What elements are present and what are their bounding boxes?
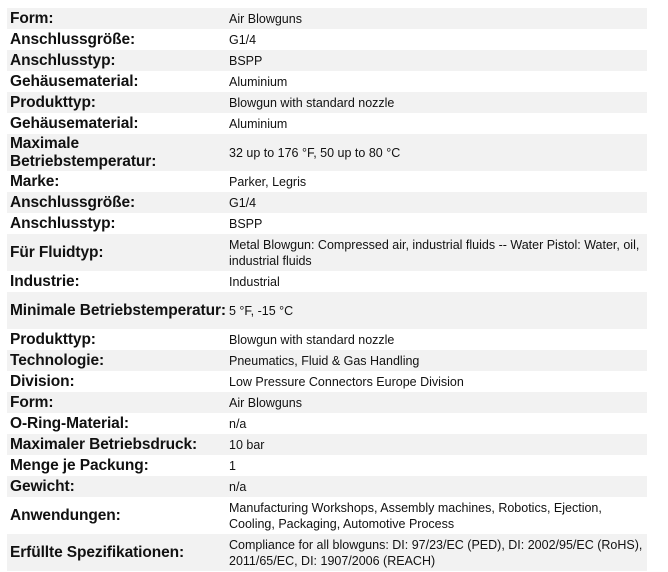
- spec-label: Anschlussgröße:: [7, 29, 227, 50]
- spec-label: Anschlussgröße:: [7, 192, 227, 213]
- spec-value: n/a: [227, 413, 647, 434]
- spec-row-fluidtyp: [7, 234, 647, 271]
- spec-label: Anwendungen:: [7, 497, 227, 534]
- spec-row-anwendungen: [7, 497, 647, 534]
- spec-row-produkttyp: [7, 92, 647, 113]
- spec-value: Industrial: [227, 271, 647, 292]
- spec-row-anschlusstyp: [7, 50, 647, 71]
- spec-label: Form:: [7, 8, 227, 29]
- spec-value: Air Blowguns: [227, 392, 647, 413]
- spec-label: Menge je Packung:: [7, 455, 227, 476]
- spec-label: Minimale Betriebstemperatur:: [7, 292, 227, 329]
- spec-value: Compliance for all blowguns: DI: 97/23/EC (PED), DI: 2002/95/EC (RoHS), 2011/65/EC, DI: 1907/2006 (REACH): [227, 534, 647, 571]
- specifications-table: [7, 8, 647, 571]
- spec-row-gehaeusematerial: [7, 71, 647, 92]
- spec-value: BSPP: [227, 213, 647, 234]
- spec-row-spezifikationen: [7, 534, 647, 571]
- spec-value: Manufacturing Workshops, Assembly machines, Robotics, Ejection, Cooling, Packaging, Automotive Process: [227, 497, 647, 534]
- spec-value: Aluminium: [227, 113, 647, 134]
- spec-label: Division:: [7, 371, 227, 392]
- spec-row-form-2: [7, 392, 647, 413]
- spec-value: G1/4: [227, 29, 647, 50]
- spec-value: Low Pressure Connectors Europe Division: [227, 371, 647, 392]
- spec-row-anschlussgroesse-2: [7, 192, 647, 213]
- spec-label: Marke:: [7, 171, 227, 192]
- spec-value: 32 up to 176 °F, 50 up to 80 °C: [227, 134, 647, 171]
- spec-label: Anschlusstyp:: [7, 50, 227, 71]
- spec-value: Pneumatics, Fluid & Gas Handling: [227, 350, 647, 371]
- spec-value: Parker, Legris: [227, 171, 647, 192]
- spec-label: Maximale Betriebstemperatur:: [7, 134, 227, 171]
- spec-label: Maximaler Betriebsdruck:: [7, 434, 227, 455]
- spec-row-division: [7, 371, 647, 392]
- spec-row-anschlusstyp-2: [7, 213, 647, 234]
- spec-row-gehaeusematerial-2: [7, 113, 647, 134]
- specifications-body: [7, 8, 647, 571]
- spec-row-industrie: [7, 271, 647, 292]
- spec-row-form: [7, 8, 647, 29]
- spec-row-max-temperature: [7, 134, 647, 171]
- spec-value: Blowgun with standard nozzle: [227, 92, 647, 113]
- spec-value: Blowgun with standard nozzle: [227, 329, 647, 350]
- spec-value: n/a: [227, 476, 647, 497]
- spec-label: Gehäusematerial:: [7, 113, 227, 134]
- spec-value: Air Blowguns: [227, 8, 647, 29]
- spec-label: Anschlusstyp:: [7, 213, 227, 234]
- spec-label: Für Fluidtyp:: [7, 234, 227, 271]
- spec-row-min-temperature: [7, 292, 647, 329]
- spec-row-gewicht: [7, 476, 647, 497]
- spec-label: Gehäusematerial:: [7, 71, 227, 92]
- spec-row-marke: [7, 171, 647, 192]
- spec-value: 1: [227, 455, 647, 476]
- spec-row-technologie: [7, 350, 647, 371]
- spec-value: BSPP: [227, 50, 647, 71]
- spec-label: O-Ring-Material:: [7, 413, 227, 434]
- spec-row-o-ring-material: [7, 413, 647, 434]
- spec-label: Industrie:: [7, 271, 227, 292]
- spec-label: Produkttyp:: [7, 92, 227, 113]
- spec-value: 5 °F, -15 °C: [227, 292, 647, 329]
- spec-row-menge: [7, 455, 647, 476]
- spec-row-produkttyp-2: [7, 329, 647, 350]
- spec-label: Erfüllte Spezifikationen:: [7, 534, 227, 571]
- spec-value: G1/4: [227, 192, 647, 213]
- spec-value: Aluminium: [227, 71, 647, 92]
- spec-value: Metal Blowgun: Compressed air, industrial fluids -- Water Pistol: Water, oil, industrial fluids: [227, 234, 647, 271]
- spec-row-max-pressure: [7, 434, 647, 455]
- spec-label: Form:: [7, 392, 227, 413]
- spec-label: Produkttyp:: [7, 329, 227, 350]
- spec-row-anschlussgroesse: [7, 29, 647, 50]
- spec-label: Technologie:: [7, 350, 227, 371]
- spec-label: Gewicht:: [7, 476, 227, 497]
- spec-value: 10 bar: [227, 434, 647, 455]
